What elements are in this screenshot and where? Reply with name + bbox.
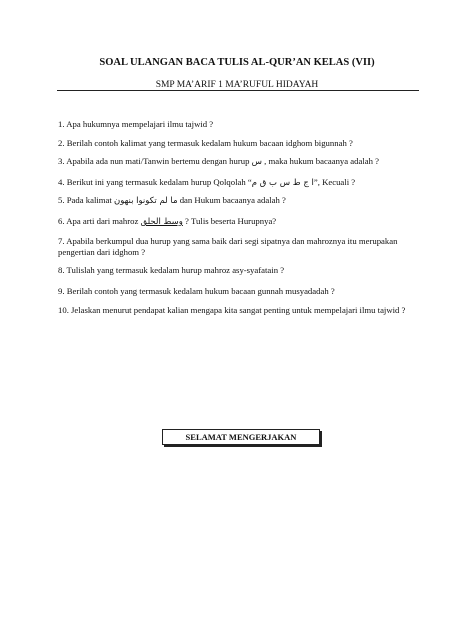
question-4	[58, 177, 418, 189]
question-7	[58, 236, 418, 258]
header-divider	[57, 90, 419, 91]
question-1	[58, 119, 418, 130]
question-10	[58, 305, 418, 316]
arabic-phrase: ما لم تكونوا بنهون	[113, 196, 178, 206]
arabic-letters: ا ج ط س ب ق م	[251, 178, 314, 188]
question-text: 1. Apa hukumnya mempelajari ilmu tajwid ?	[58, 119, 214, 129]
document-title: SOAL ULANGAN BACA TULIS AL-QUR’AN KELAS (VII)	[99, 57, 375, 68]
question-2	[58, 138, 418, 149]
closing-banner: SELAMAT MENGERJAKAN	[162, 429, 320, 445]
question-9	[58, 286, 418, 297]
arabic-phrase: وسط الحلق	[140, 217, 183, 227]
question-text: 3. Apabila ada nun mati/Tanwin bertemu dengan hurup	[58, 156, 250, 166]
question-text: 4. Berikut ini yang termasuk kedalam hurup Qolqolah “	[58, 177, 252, 187]
arabic-letter: س	[251, 157, 262, 167]
question-text-continued: ”, Kecuali ?	[313, 177, 356, 187]
question-text: 10. Jelaskan menurut pendapat kalian mengapa kita sangat penting untuk mempelajari ilmu tajwid ?	[58, 305, 406, 315]
question-text-continued: dan Hukum bacaanya adalah ?	[179, 195, 286, 205]
school-name: SMP MA’ARIF 1 MA’RUFUL HIDAYAH	[155, 80, 319, 90]
question-text: 5. Pada kalimat	[58, 195, 112, 205]
question-text: 6. Apa arti dari mahroz	[58, 216, 139, 226]
question-text: 8. Tulislah yang termasuk kedalam hurup mahroz asy-syafatain ?	[58, 265, 285, 275]
question-6	[58, 216, 418, 228]
question-5	[58, 195, 418, 207]
question-3	[58, 156, 418, 168]
question-text-continued: , maka hukum bacaanya adalah ?	[264, 156, 379, 166]
question-text: 7. Apabila berkumpul dua hurup yang sama baik dari segi sipatnya dan mahroznya itu merupakan pengertian dari idghom ?	[58, 236, 398, 257]
question-8	[58, 265, 418, 276]
question-text: 9. Berilah contoh yang termasuk kedalam hukum bacaan gunnah musyadadah ?	[58, 286, 335, 296]
question-text: 2. Berilah contoh kalimat yang termasuk kedalam hukum bacaan idghom bigunnah ?	[58, 138, 353, 148]
question-text-continued: ? Tulis beserta Hurupnya?	[185, 216, 277, 226]
